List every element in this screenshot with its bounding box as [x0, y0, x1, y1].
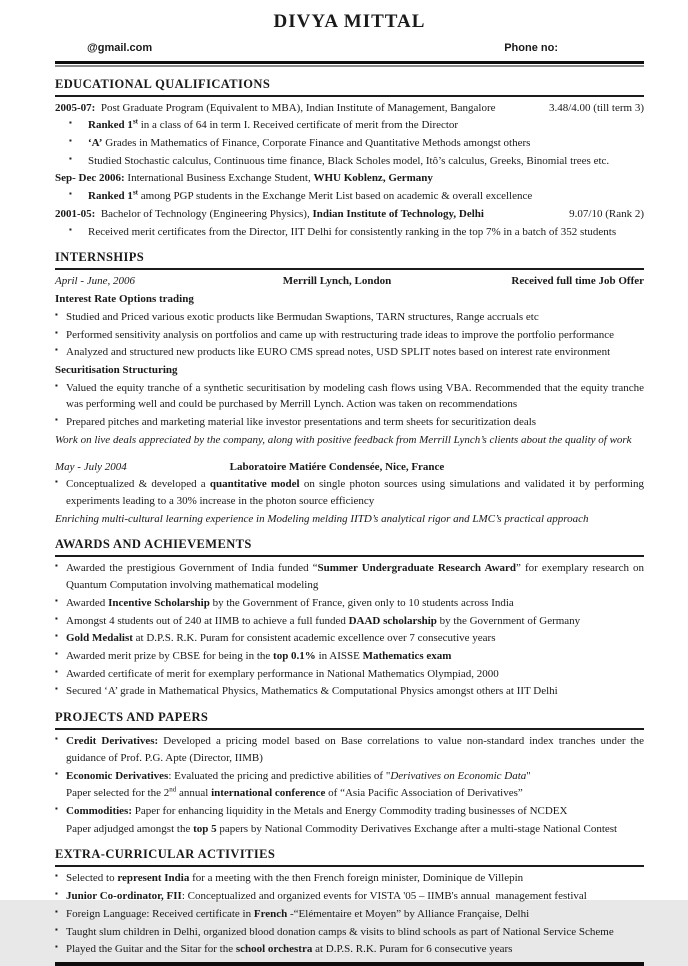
- text-run: at D.P.S. R.K. Puram for 6 consecutive years: [312, 943, 513, 956]
- bullet-item: [55, 648, 644, 665]
- text-run: ‘A’: [88, 137, 103, 150]
- item-text: [66, 733, 644, 766]
- text-run: Prepared pitches and marketing material like investor presentations and term sheets for securitization deals: [66, 416, 537, 429]
- text-run: Foreign Language: Received certificate in: [66, 907, 254, 920]
- bullet-item: [55, 803, 644, 820]
- bullet-item: [55, 630, 644, 647]
- item-text: [66, 414, 536, 431]
- bullet-item: [55, 344, 644, 361]
- bullet-icon: ▪: [55, 804, 58, 814]
- text-run: Performed sensitivity analysis on portfolios and came up with restructuring trade ideas to improve the portfolio performance: [66, 328, 615, 341]
- text-run: top 5: [193, 822, 217, 835]
- bullet-item: [55, 906, 644, 923]
- item-text: [55, 432, 644, 449]
- item-text: [66, 613, 580, 630]
- text-run: Conceptualized & developed a: [66, 478, 210, 491]
- text-run: among PGP students in the Exchange Merit List based on academic & overall excellence: [138, 190, 533, 203]
- bullet-item: [55, 683, 644, 700]
- bullet-item: [55, 560, 644, 593]
- text-run: nd: [169, 785, 177, 794]
- text-run: Economic Derivatives: [66, 769, 169, 782]
- text-run: International Business Exchange Student,: [124, 172, 314, 185]
- internship-company: Merrill Lynch, London: [282, 275, 392, 288]
- item-text: [88, 117, 458, 134]
- bullet-icon: ▪: [69, 224, 72, 234]
- text-run: Interest Rate Options trading: [55, 293, 194, 306]
- text-run: Work on live deals appreciated by the company, along with positive feedback from Merrill Lynch’s clients about the quality of work: [55, 433, 632, 446]
- item-text: [88, 153, 609, 170]
- text-run: Gold Medalist: [66, 632, 133, 645]
- text-run: Ranked 1: [88, 119, 133, 132]
- bullet-item: [55, 595, 644, 612]
- bullet-icon: ▪: [55, 309, 58, 319]
- section-heading-internships: INTERNSHIPS: [55, 248, 644, 270]
- section-heading-extra-curricular-activities: EXTRA-CURRICULAR ACTIVITIES: [55, 845, 644, 867]
- item-text: [66, 787, 523, 799]
- line-item: [55, 100, 644, 117]
- text-run: Secured ‘A’ grade in Mathematical Physics, Mathematics & Computational Physics amongst others at IIT Delhi: [66, 685, 558, 698]
- grade-value: 3.48/4.00 (till term 3): [548, 101, 644, 114]
- bullet-item: [55, 476, 644, 509]
- text-run: top 0.1%: [273, 650, 316, 662]
- text-run: Played the Guitar and the Sitar for the: [66, 943, 236, 956]
- text-run: Developed a pricing model based on Base correlations to value non-standard index tranches under the guidance of Prof. P.G. Apte (Director, IIMB): [66, 735, 644, 764]
- text-run: Sep- Dec 2006:: [55, 172, 125, 185]
- bullet-icon: ▪: [55, 649, 58, 658]
- item-text: [55, 511, 644, 528]
- item-text: [66, 344, 610, 361]
- phone-label: Phone no:: [504, 41, 558, 54]
- resume-header: [55, 8, 644, 67]
- bullet-icon: ▪: [55, 734, 58, 744]
- bullet-icon: ▪: [55, 613, 58, 623]
- internship-dates: April - June, 2006: [55, 275, 136, 288]
- grade-value: 9.07/10 (Rank 2): [569, 207, 644, 220]
- item-text: [66, 768, 531, 785]
- item-text: [66, 595, 514, 612]
- item-text: [66, 309, 539, 326]
- text-run: st: [132, 188, 138, 197]
- text-run: Amongst 4 students out of 240 at IIMB to achieve a full funded: [66, 614, 349, 627]
- text-run: st: [132, 117, 138, 126]
- bullet-icon: ▪: [55, 345, 58, 355]
- item-text: [55, 291, 644, 308]
- text-run: 2001-05:: [55, 207, 96, 220]
- bullet-item: [55, 309, 644, 326]
- section-heading-educational-qualifications: EDUCATIONAL QUALIFICATIONS: [55, 75, 644, 97]
- item-text: [66, 803, 567, 820]
- bullet-icon: ▪: [55, 924, 58, 934]
- bullet-icon: ▪: [55, 942, 58, 952]
- line-item: [55, 206, 644, 223]
- bullet-icon: ▪: [55, 684, 58, 694]
- bullet-icon: ▪: [69, 118, 72, 128]
- item-text: [66, 648, 451, 665]
- internship-dates: May - July 2004: [55, 460, 127, 473]
- item-text: [66, 823, 617, 835]
- text-run: Studied Stochastic calculus, Continuous time finance, Black Scholes model, Itô’s calculus, Greeks, Binomial trees etc.: [88, 154, 610, 167]
- page-title: DIVYA MITTAL: [273, 11, 426, 32]
- text-run: international conference: [211, 787, 326, 800]
- bullet-item: [69, 135, 644, 152]
- text-run: in AISSE: [315, 650, 363, 662]
- text-run: Commodities:: [66, 805, 132, 818]
- line-item: [55, 291, 644, 308]
- text-run: Studied and Priced various exotic products like Bermudan Swaptions, TARN structures, Range accruals etc: [66, 310, 539, 323]
- bullet-item: [55, 380, 644, 413]
- item-text: [66, 924, 614, 941]
- bullet-icon: ▪: [55, 666, 58, 676]
- item-text: [66, 941, 512, 958]
- bullet-item: [55, 924, 644, 941]
- text-run: : Conceptualized and organized events for VISTA '05 – IIMB's annual management festival: [181, 890, 587, 903]
- text-run: Awarded: [66, 596, 109, 609]
- text-run: Valued the equity tranche of a synthetic securitisation by modeling cash flows using VBA. Recommended that the equity tranche was performing well and could be purchased by Merrill Lynch. Action was taken on recommendations: [66, 381, 644, 411]
- line-item: [55, 511, 644, 528]
- text-run: school orchestra: [235, 943, 313, 956]
- text-run: in a class of 64 in term I. Received certificate of merit from the Director: [138, 119, 459, 132]
- item-text: [66, 630, 496, 647]
- section-heading-awards-and-achievements: AWARDS AND ACHIEVEMENTS: [55, 535, 644, 557]
- text-run: at D.P.S. R.K. Puram for consistent academic excellence over 7 consecutive years: [132, 632, 496, 645]
- bullet-icon: ▪: [55, 477, 58, 487]
- section-projects-and-papers: [55, 708, 644, 837]
- bullet-item: [69, 153, 644, 170]
- item-text: [66, 870, 523, 887]
- text-run: represent India: [117, 872, 190, 885]
- bullet-icon: ▪: [69, 153, 72, 163]
- text-run: for a meeting with the then French foreign minister, Dominique de Villepin: [189, 872, 524, 885]
- bullet-icon: ▪: [55, 595, 58, 605]
- section-internships: [55, 248, 644, 527]
- text-run: Derivatives on Economic Data: [390, 769, 527, 782]
- text-run: Incentive Scholarship: [108, 596, 210, 609]
- item-text: [88, 224, 616, 241]
- text-run: Grades in Mathematics of Finance, Corporate Finance and Quantitative Methods amongst others: [102, 137, 531, 150]
- bullet-icon: ▪: [55, 561, 58, 571]
- internship-header-row: [55, 273, 644, 290]
- section-extra-curricular-activities: [55, 845, 644, 958]
- item-text: [55, 170, 644, 187]
- bullet-icon: ▪: [55, 871, 58, 881]
- bullet-item: [55, 733, 644, 766]
- text-run: Paper selected for the 2: [66, 787, 170, 800]
- item-text: [66, 327, 614, 344]
- text-run: Paper adjudged amongst the: [66, 822, 194, 835]
- bullet-icon: ▪: [55, 380, 58, 390]
- bullet-item: [55, 327, 644, 344]
- bullet-icon: ▪: [55, 889, 58, 899]
- section-awards-and-achievements: [55, 535, 644, 700]
- item-text: [66, 380, 644, 413]
- text-run: French: [253, 907, 288, 920]
- line-item: [55, 170, 644, 187]
- bullet-item: [69, 117, 644, 134]
- text-run: Mathematics exam: [362, 650, 452, 662]
- line-item: [55, 362, 644, 379]
- text-run: Bachelor of Technology (Engineering Physics),: [95, 207, 313, 220]
- continuation-line: [66, 785, 644, 802]
- text-run: Awarded merit prize by CBSE for being in the: [66, 650, 274, 662]
- text-run: by the Government of Germany: [436, 614, 581, 627]
- bullet-item: [55, 666, 644, 683]
- header-divider: [55, 61, 644, 67]
- bullet-item: [55, 941, 644, 958]
- text-run: Summer Undergraduate Research Award: [317, 562, 517, 575]
- text-run: Received merit certificates from the Director, IIT Delhi for consistently ranking in the top 7% in a batch of 352 students: [88, 225, 617, 238]
- text-run: -“Elémentaire et Moyen” by Alliance Française, Delhi: [287, 907, 530, 920]
- item-text: [66, 888, 587, 905]
- text-run: by the Government of France, given only to 10 students across India: [209, 596, 514, 609]
- text-run: Enriching multi-cultural learning experience in Modeling melding IITD’s analytical rigor and LMC’s practical approach: [55, 512, 589, 525]
- internship-company: Laboratoire Matiére Condensée, Nice, France: [229, 460, 445, 473]
- bullet-icon: ▪: [55, 327, 58, 337]
- item-text: [88, 135, 530, 152]
- bullet-icon: ▪: [55, 631, 58, 641]
- continuation-line: [66, 821, 644, 838]
- text-run: Post Graduate Program (Equivalent to MBA), Indian Institute of Management, Bangalore: [95, 101, 496, 114]
- bullet-item: [69, 188, 644, 205]
- section-heading-projects-and-papers: PROJECTS AND PAPERS: [55, 708, 644, 730]
- bullet-item: [55, 888, 644, 905]
- bullet-item: [55, 613, 644, 630]
- text-run: Indian Institute of Technology, Delhi: [312, 207, 484, 220]
- item-text: [66, 683, 558, 700]
- text-run: papers by National Commodity Derivatives Exchange after a multi-stage National Contest: [216, 822, 618, 835]
- internship-note: Received full time Job Offer: [511, 275, 644, 288]
- text-run: Selected to: [66, 872, 118, 885]
- item-text: [66, 906, 529, 923]
- text-run: 2005-07:: [55, 101, 96, 114]
- internship-header-row: [55, 459, 644, 476]
- item-text: [55, 362, 644, 379]
- bullet-icon: ▪: [69, 136, 72, 146]
- text-run: : Evaluated the pricing and predictive abilities of ": [168, 769, 391, 782]
- section-educational-qualifications: [55, 75, 644, 241]
- bullet-item: [55, 414, 644, 431]
- item-text: [55, 206, 559, 223]
- item-text: [66, 476, 644, 509]
- item-text: [55, 100, 539, 117]
- text-run: quantitative model: [209, 478, 300, 491]
- text-run: ” for exemplary research on Quantum Computation involving mathematical modeling: [66, 562, 644, 592]
- bullet-icon: ▪: [69, 189, 72, 199]
- bullet-item: [69, 224, 644, 241]
- email-text: @gmail.com: [87, 41, 153, 54]
- footer-divider: [55, 962, 644, 966]
- text-run: Analyzed and structured new products like EURO CMS spread notes, USD SPLIT notes based on interest rate environment: [66, 346, 611, 359]
- text-run: WHU Koblenz, Germany: [313, 172, 433, 185]
- text-run: Securitisation Structuring: [55, 363, 178, 376]
- text-run: Taught slum children in Delhi, organized blood donation camps & visits to blind schools as part of National Service Scheme: [66, 925, 614, 938]
- text-run: ": [526, 769, 531, 782]
- text-run: Junior Co-ordinator, FII: [66, 890, 182, 903]
- bullet-icon: ▪: [55, 415, 58, 425]
- text-run: Paper for enhancing liquidity in the Metals and Energy Commodity trading businesses of NCDEX: [132, 805, 568, 818]
- text-run: Awarded certificate of merit for exemplary performance in National Mathematics Olympiad, 2000: [66, 667, 499, 680]
- text-run: on single photon sources using simulations and validated it by performing experiments leading to a 30% increase in the photon source efficiency: [66, 478, 644, 507]
- bullet-item: [55, 768, 644, 785]
- text-run: annual: [176, 787, 212, 800]
- bullet-item: [55, 870, 644, 887]
- text-run: Awarded the prestigious Government of India funded “: [66, 562, 318, 575]
- bullet-icon: ▪: [55, 768, 58, 778]
- contact-row: [55, 40, 644, 57]
- text-run: of “Asia Pacific Association of Derivatives”: [325, 787, 523, 800]
- text-run: DAAD scholarship: [348, 614, 437, 627]
- resume-body: [55, 75, 644, 958]
- item-text: [66, 560, 644, 593]
- item-text: [88, 188, 532, 205]
- item-text: [66, 666, 499, 683]
- bullet-icon: ▪: [55, 906, 58, 916]
- line-item: [55, 432, 644, 449]
- text-run: Ranked 1: [88, 190, 133, 203]
- text-run: Credit Derivatives:: [66, 735, 159, 748]
